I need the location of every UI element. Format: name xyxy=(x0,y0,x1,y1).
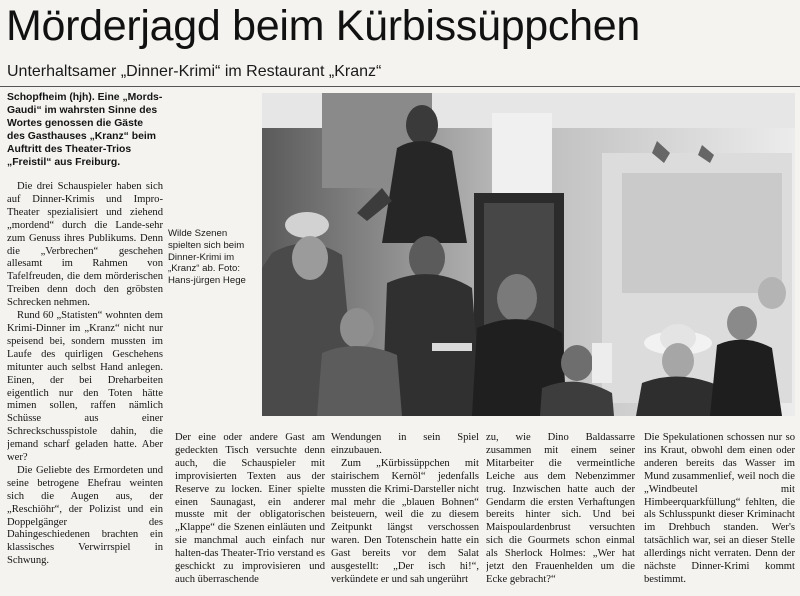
photo-caption: Wilde Szenen spielten sich beim Dinner-Krimi im „Kranz“ ab. Foto: Hans-jürgen Hege xyxy=(168,228,246,287)
header-rule xyxy=(0,86,800,87)
body-paragraph: Der eine oder andere Gast am gedeckten Tisch versuchte denn auch, die Schauspieler mit improvisierten Texten aus der Reserve zu locken. Einer spielte einen Saunagast, ein anderer musste mit der obligatorischen „Klappe“ die Szenen einläuten und sie manchmal auch einfach nur halten-das Theater-Trio verstand es geschickt zu improvisieren und auch überraschende xyxy=(175,432,325,585)
subheadline: Unterhaltsamer „Dinner-Krimi“ im Restaurant „Kranz“ xyxy=(7,63,382,80)
article-column-5 xyxy=(644,432,795,596)
theater-scene-photo xyxy=(262,93,795,416)
body-paragraph: zu, wie Dino Baldassarre zusammen mit einem seiner Mitarbeiter die vermeintliche Leiche aus dem Nebenzimmer trug. Inzwischen hatte auch der Gendarm die ersten Verhaftungen bereits hinter sich. Und bei Maispoulardenbrust versuchten sich die Gourmets schon einmal als Sherlock Holmes: „Wer hat jetzt den Frauenhelden um die Ecke gebracht?“ xyxy=(486,432,635,585)
body-paragraph: Die Spekulationen schossen nur so ins Kraut, obwohl dem einen oder anderen bereits das Wasser im Mund zusammenlief, weil noch die „Windbeutel mit Himbeerquarkfüllung“ fehlten, die als Schlusspunkt dieser Kriminacht im Drehbuch standen. Wer's tatsächlich war, sei an dieser Stelle allerdings nicht verraten. Denn der nächste Dinner-Krimi kommt bestimmt. xyxy=(644,432,795,585)
article-column-3 xyxy=(331,432,479,596)
article-column-1 xyxy=(7,91,163,596)
body-paragraph: Die Geliebte des Ermordeten und seine betrogene Ehefrau weinten sich die Augen aus, der „Reschiöhr“, der Polizist und ein Doppelgänger des Dahingeschiedenen brachten ein klassisches Verwirrspiel in Schwung. xyxy=(7,464,163,567)
article-column-2 xyxy=(175,432,325,596)
article-column-4 xyxy=(486,432,635,596)
body-paragraph: Wendungen in sein Spiel einzubauen. xyxy=(331,432,479,456)
body-paragraph: Zum „Kürbissüppchen mit stairischem Kernöl“ jedenfalls mussten die Krimi-Darsteller nicht mal mehr die „blauen Bohnen“ beisteuern, weil die zu diesem Zeitpunkt längst verschossen waren. Den Totenschein hatte ein Gast bereits vor dem Salat ausgestellt: „Der isch hi!“, verkündete er und sah ungerührt xyxy=(331,457,479,585)
article-photo xyxy=(262,93,795,416)
headline: Mörderjagd beim Kürbissüppchen xyxy=(6,2,640,50)
body-paragraph: Die drei Schauspieler haben sich auf Dinner-Krimis und Impro-Theater spezialisiert und ziehend „mordend“ durch die Lande-sehr zum Genuss ihres Publikums. Denn die „Verbrechen“ geschehen allesamt im Rahmen von Tafelfreuden, die dem mörderischen Treiben denn doch den gröbsten Schrecken nehmen. xyxy=(7,181,163,309)
body-paragraph: Rund 60 „Statisten“ wohnten dem Krimi-Dinner im „Kranz“ nicht nur speisend bei, sondern mussten im Laufe des quirligen Geschehens mitunter auch selbst Hand anlegen. Einen, der bei Dreharbeiten eigentlich nur den Toten hätte mimen sollen, raffen nämlich Schüsse aus einer Schreckschusspistole dahin, die jemand scharf geladen hatte. Aber wer? xyxy=(7,310,163,464)
lead-paragraph: Schopfheim (hjh). Eine „Mords-Gaudi“ im wahrsten Sinne des Wortes genossen die Gäste des Gasthauses „Kranz“ beim Auftritt des Theater-Trios „Freistil“ aus Freiburg. xyxy=(7,92,163,168)
